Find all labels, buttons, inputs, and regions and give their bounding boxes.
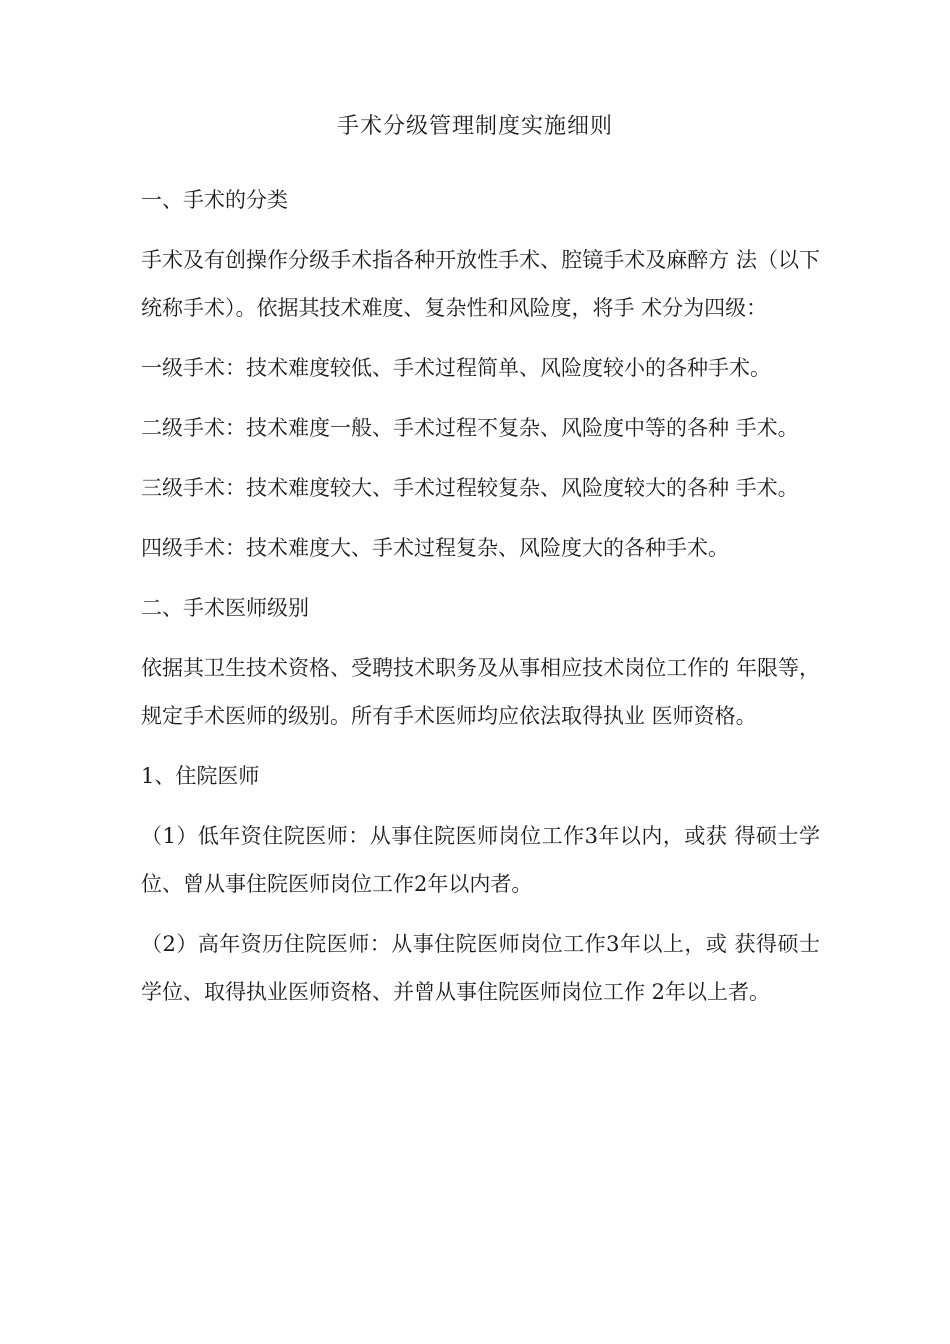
paragraph-level-1-surgery: 一级手术：技术难度较低、手术过程简单、风险度较小的各种手术。 <box>141 356 771 380</box>
paragraph-junior-resident: （1）低年资住院医师：从事住院医师岗位工作3年以内，或获 得硕士学位、曾从事住院医师岗位工作2年以内者。 <box>141 824 820 896</box>
paragraph-classification-intro: 手术及有创操作分级手术指各种开放性手术、腔镜手术及麻醉方 法（以下统称手术）。依据其技术难度、复杂性和风险度，将手 术分为四级： <box>141 248 820 320</box>
paragraph-level-2-surgery: 二级手术：技术难度一般、手术过程不复杂、风险度中等的各种 手术。 <box>141 416 799 440</box>
paragraph-level-4-surgery: 四级手术：技术难度大、手术过程复杂、风险度大的各种手术。 <box>141 536 729 560</box>
subsection-heading-resident: 1、住院医师 <box>141 764 260 788</box>
paragraph-level-3-surgery: 三级手术：技术难度较大、手术过程较复杂、风险度较大的各种 手术。 <box>141 476 799 500</box>
document-title: 手术分级管理制度实施细则 <box>336 114 613 139</box>
paragraph-surgeon-levels-intro: 依据其卫生技术资格、受聘技术职务及从事相应技术岗位工作的 年限等，规定手术医师的级别。所有手术医师均应依法取得执业 医师资格。 <box>141 656 820 728</box>
section-heading-classification: 一、手术的分类 <box>141 188 288 212</box>
section-heading-surgeon-levels: 二、手术医师级别 <box>141 596 309 620</box>
document-body <box>141 176 820 1028</box>
paragraph-senior-resident: （2）高年资历住院医师：从事住院医师岗位工作3年以上，或 获得硕士学位、取得执业医师资格、并曾从事住院医师岗位工作 2年以上者。 <box>141 932 820 1004</box>
